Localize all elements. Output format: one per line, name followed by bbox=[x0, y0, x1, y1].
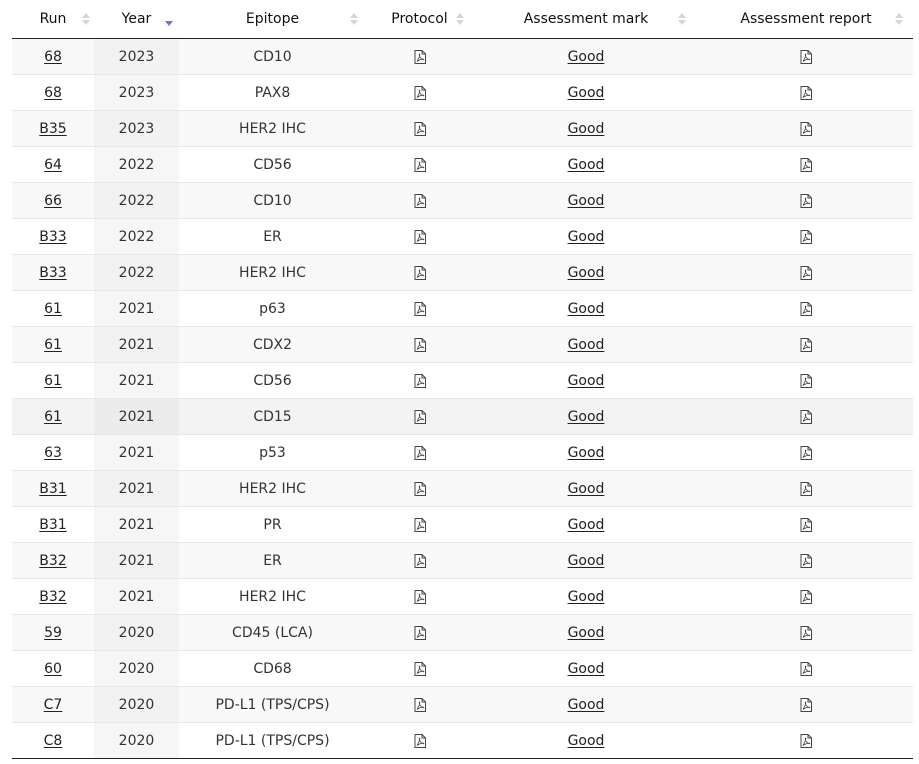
assessment-mark-cell bbox=[473, 255, 699, 291]
protocol-cell bbox=[366, 651, 473, 687]
sort-arrows-icon[interactable] bbox=[349, 11, 359, 27]
pdf-file-icon[interactable] bbox=[800, 302, 812, 316]
assessment-mark-link[interactable]: Good bbox=[567, 732, 605, 749]
run-cell bbox=[12, 183, 94, 219]
run-cell bbox=[12, 75, 94, 111]
epitope-cell: HER2 IHC bbox=[179, 111, 366, 147]
pdf-file-icon[interactable] bbox=[414, 446, 426, 460]
year-cell: 2021 bbox=[94, 327, 179, 363]
column-header-label: Assessment report bbox=[740, 11, 872, 27]
assessment-report-cell bbox=[699, 327, 913, 363]
pdf-file-icon[interactable] bbox=[414, 122, 426, 136]
pdf-file-icon[interactable] bbox=[800, 554, 812, 568]
assessment-mark-link[interactable]: Good bbox=[567, 192, 605, 209]
header-row bbox=[12, 0, 913, 39]
pdf-file-icon[interactable] bbox=[800, 410, 812, 424]
run-link[interactable]: B32 bbox=[39, 588, 67, 605]
column-header-assessment-mark[interactable] bbox=[473, 0, 699, 39]
assessment-mark-link[interactable]: Good bbox=[567, 156, 605, 173]
pdf-file-icon[interactable] bbox=[800, 122, 812, 136]
assessment-mark-cell bbox=[473, 75, 699, 111]
column-header-label: Protocol bbox=[391, 11, 448, 27]
pdf-file-icon[interactable] bbox=[800, 50, 812, 64]
assessment-report-cell bbox=[699, 255, 913, 291]
epitope-cell: ER bbox=[179, 219, 366, 255]
table-body bbox=[12, 39, 913, 759]
run-link[interactable]: 66 bbox=[44, 192, 62, 209]
assessment-mark-cell bbox=[473, 471, 699, 507]
epitope-cell: CD10 bbox=[179, 183, 366, 219]
protocol-cell bbox=[366, 579, 473, 615]
run-link[interactable]: 59 bbox=[44, 624, 62, 641]
run-cell bbox=[12, 147, 94, 183]
assessment-report-cell bbox=[699, 723, 913, 759]
year-cell: 2021 bbox=[94, 579, 179, 615]
run-link[interactable]: 61 bbox=[44, 372, 62, 389]
column-header-year-wrap bbox=[122, 11, 152, 27]
pdf-file-icon[interactable] bbox=[800, 662, 812, 676]
column-header-label: Epitope bbox=[245, 11, 300, 27]
epitope-cell: CDX2 bbox=[179, 327, 366, 363]
pdf-file-icon[interactable] bbox=[414, 230, 426, 244]
pdf-file-icon[interactable] bbox=[414, 374, 426, 388]
year-cell: 2020 bbox=[94, 723, 179, 759]
sort-arrows-icon[interactable] bbox=[677, 11, 687, 27]
run-cell bbox=[12, 651, 94, 687]
table-row bbox=[12, 111, 913, 147]
assessment-mark-cell bbox=[473, 219, 699, 255]
pdf-file-icon[interactable] bbox=[414, 50, 426, 64]
assessment-mark-cell bbox=[473, 543, 699, 579]
year-cell: 2020 bbox=[94, 651, 179, 687]
assessment-report-cell bbox=[699, 651, 913, 687]
pdf-file-icon[interactable] bbox=[414, 734, 426, 748]
run-link[interactable]: B32 bbox=[39, 552, 67, 569]
year-cell: 2021 bbox=[94, 507, 179, 543]
pdf-file-icon[interactable] bbox=[800, 266, 812, 280]
assessment-report-cell bbox=[699, 183, 913, 219]
run-link[interactable]: 60 bbox=[44, 660, 62, 677]
assessment-mark-cell bbox=[473, 579, 699, 615]
table-row bbox=[12, 543, 913, 579]
assessment-report-cell bbox=[699, 579, 913, 615]
run-link[interactable]: B33 bbox=[39, 264, 67, 281]
pdf-file-icon[interactable] bbox=[414, 590, 426, 604]
assessment-mark-link[interactable]: Good bbox=[567, 120, 605, 137]
year-cell: 2023 bbox=[94, 75, 179, 111]
year-cell: 2022 bbox=[94, 219, 179, 255]
assessment-mark-link[interactable]: Good bbox=[567, 588, 605, 605]
pdf-file-icon[interactable] bbox=[800, 374, 812, 388]
run-link[interactable]: B31 bbox=[39, 480, 67, 497]
table-row bbox=[12, 291, 913, 327]
protocol-cell bbox=[366, 507, 473, 543]
column-header-label: Run bbox=[39, 11, 67, 27]
column-header-epitope-wrap bbox=[246, 11, 299, 27]
run-cell bbox=[12, 219, 94, 255]
year-cell: 2021 bbox=[94, 291, 179, 327]
assessment-report-cell bbox=[699, 399, 913, 435]
run-cell bbox=[12, 435, 94, 471]
table-row bbox=[12, 147, 913, 183]
protocol-cell bbox=[366, 399, 473, 435]
protocol-cell bbox=[366, 183, 473, 219]
assessment-report-cell bbox=[699, 147, 913, 183]
run-link[interactable]: 61 bbox=[44, 300, 62, 317]
assessment-report-cell bbox=[699, 39, 913, 75]
assessment-mark-link[interactable]: Good bbox=[567, 336, 605, 353]
run-cell bbox=[12, 579, 94, 615]
assessment-mark-link[interactable]: Good bbox=[567, 444, 605, 461]
assessment-mark-cell bbox=[473, 327, 699, 363]
protocol-cell bbox=[366, 615, 473, 651]
year-cell: 2021 bbox=[94, 435, 179, 471]
pdf-file-icon[interactable] bbox=[800, 194, 812, 208]
pdf-file-icon[interactable] bbox=[414, 698, 426, 712]
assessment-report-cell bbox=[699, 75, 913, 111]
table-row bbox=[12, 687, 913, 723]
assessment-report-cell bbox=[699, 291, 913, 327]
table-row bbox=[12, 723, 913, 759]
pdf-file-icon[interactable] bbox=[800, 86, 812, 100]
run-cell bbox=[12, 363, 94, 399]
table-row bbox=[12, 651, 913, 687]
column-header-run-wrap bbox=[40, 11, 67, 27]
run-link[interactable]: 61 bbox=[44, 336, 62, 353]
protocol-cell bbox=[366, 291, 473, 327]
year-cell: 2021 bbox=[94, 363, 179, 399]
pdf-file-icon[interactable] bbox=[414, 626, 426, 640]
assessment-mark-cell bbox=[473, 723, 699, 759]
pdf-file-icon[interactable] bbox=[800, 158, 812, 172]
column-header-report-wrap bbox=[740, 11, 871, 27]
year-cell: 2020 bbox=[94, 615, 179, 651]
pdf-file-icon[interactable] bbox=[414, 554, 426, 568]
protocol-cell bbox=[366, 723, 473, 759]
table-header bbox=[12, 0, 913, 39]
sort-arrows-icon[interactable] bbox=[81, 11, 91, 27]
epitope-cell: HER2 IHC bbox=[179, 579, 366, 615]
table-row bbox=[12, 507, 913, 543]
pdf-file-icon[interactable] bbox=[800, 230, 812, 244]
column-header-label: Year bbox=[121, 11, 152, 27]
run-link[interactable]: 63 bbox=[44, 444, 62, 461]
pdf-file-icon[interactable] bbox=[414, 302, 426, 316]
year-cell: 2020 bbox=[94, 687, 179, 723]
assessment-mark-link[interactable]: Good bbox=[567, 624, 605, 641]
run-cell bbox=[12, 723, 94, 759]
table-row bbox=[12, 39, 913, 75]
protocol-cell bbox=[366, 111, 473, 147]
epitope-cell: CD68 bbox=[179, 651, 366, 687]
protocol-cell bbox=[366, 327, 473, 363]
assessment-mark-link[interactable]: Good bbox=[567, 300, 605, 317]
run-cell bbox=[12, 39, 94, 75]
pdf-file-icon[interactable] bbox=[414, 194, 426, 208]
pdf-file-icon[interactable] bbox=[414, 266, 426, 280]
epitope-cell: CD56 bbox=[179, 363, 366, 399]
table-row bbox=[12, 435, 913, 471]
epitope-cell: HER2 IHC bbox=[179, 255, 366, 291]
protocol-cell bbox=[366, 471, 473, 507]
assessment-mark-cell bbox=[473, 111, 699, 147]
run-cell bbox=[12, 111, 94, 147]
assessment-mark-cell bbox=[473, 39, 699, 75]
protocol-cell bbox=[366, 147, 473, 183]
assessment-mark-link[interactable]: Good bbox=[567, 408, 605, 425]
assessment-mark-cell bbox=[473, 183, 699, 219]
epitope-cell: PD-L1 (TPS/CPS) bbox=[179, 687, 366, 723]
protocol-cell bbox=[366, 687, 473, 723]
assessment-mark-link[interactable]: Good bbox=[567, 264, 605, 281]
pdf-file-icon[interactable] bbox=[800, 590, 812, 604]
run-cell bbox=[12, 327, 94, 363]
assessment-report-cell bbox=[699, 687, 913, 723]
table-row bbox=[12, 579, 913, 615]
column-header-epitope[interactable] bbox=[179, 0, 366, 39]
pdf-file-icon[interactable] bbox=[414, 86, 426, 100]
column-header-assessment-report[interactable] bbox=[699, 0, 913, 39]
table-row bbox=[12, 219, 913, 255]
table-row bbox=[12, 183, 913, 219]
year-cell: 2022 bbox=[94, 147, 179, 183]
assessment-report-cell bbox=[699, 111, 913, 147]
pdf-file-icon[interactable] bbox=[800, 338, 812, 352]
assessment-mark-cell bbox=[473, 363, 699, 399]
year-cell: 2021 bbox=[94, 399, 179, 435]
protocol-cell bbox=[366, 219, 473, 255]
year-cell: 2022 bbox=[94, 255, 179, 291]
assessment-mark-link[interactable]: Good bbox=[567, 372, 605, 389]
sort-arrows-icon[interactable] bbox=[455, 11, 465, 27]
assessment-mark-cell bbox=[473, 291, 699, 327]
assessment-mark-cell bbox=[473, 507, 699, 543]
run-cell bbox=[12, 615, 94, 651]
pdf-file-icon[interactable] bbox=[800, 734, 812, 748]
protocol-cell bbox=[366, 543, 473, 579]
epitope-cell: CD15 bbox=[179, 399, 366, 435]
table-row bbox=[12, 471, 913, 507]
assessment-mark-link[interactable]: Good bbox=[567, 48, 605, 65]
run-cell bbox=[12, 399, 94, 435]
assessment-report-cell bbox=[699, 363, 913, 399]
assessment-mark-cell bbox=[473, 399, 699, 435]
assessment-mark-link[interactable]: Good bbox=[567, 660, 605, 677]
table-row bbox=[12, 399, 913, 435]
assessment-mark-link[interactable]: Good bbox=[567, 516, 605, 533]
run-cell bbox=[12, 507, 94, 543]
run-cell bbox=[12, 291, 94, 327]
assessment-report-cell bbox=[699, 615, 913, 651]
epitope-cell: p53 bbox=[179, 435, 366, 471]
assessment-report-cell bbox=[699, 471, 913, 507]
epitope-cell: p63 bbox=[179, 291, 366, 327]
column-header-protocol[interactable] bbox=[366, 0, 473, 39]
run-link[interactable]: C8 bbox=[43, 732, 63, 749]
year-cell: 2023 bbox=[94, 111, 179, 147]
sort-arrows-icon[interactable] bbox=[894, 11, 904, 27]
year-cell: 2021 bbox=[94, 471, 179, 507]
run-cell bbox=[12, 687, 94, 723]
assessment-mark-cell bbox=[473, 615, 699, 651]
protocol-cell bbox=[366, 75, 473, 111]
assessment-mark-cell bbox=[473, 435, 699, 471]
epitope-cell: PAX8 bbox=[179, 75, 366, 111]
assessment-report-cell bbox=[699, 435, 913, 471]
run-link[interactable]: 61 bbox=[44, 408, 62, 425]
table-row bbox=[12, 327, 913, 363]
pdf-file-icon[interactable] bbox=[800, 482, 812, 496]
table-row bbox=[12, 255, 913, 291]
year-cell: 2021 bbox=[94, 543, 179, 579]
table-row bbox=[12, 363, 913, 399]
pdf-file-icon[interactable] bbox=[414, 662, 426, 676]
column-header-mark-wrap bbox=[524, 11, 649, 27]
assessment-mark-link[interactable]: Good bbox=[567, 84, 605, 101]
assessment-mark-link[interactable]: Good bbox=[567, 696, 605, 713]
assessment-mark-link[interactable]: Good bbox=[567, 552, 605, 569]
run-link[interactable]: 68 bbox=[44, 48, 62, 65]
run-link[interactable]: B35 bbox=[39, 120, 67, 137]
run-link[interactable]: B31 bbox=[39, 516, 67, 533]
pdf-file-icon[interactable] bbox=[800, 446, 812, 460]
epitope-cell: PR bbox=[179, 507, 366, 543]
pdf-file-icon[interactable] bbox=[414, 410, 426, 424]
protocol-cell bbox=[366, 255, 473, 291]
epitope-cell: HER2 IHC bbox=[179, 471, 366, 507]
sort-desc-icon[interactable] bbox=[164, 11, 174, 27]
pdf-file-icon[interactable] bbox=[800, 698, 812, 712]
results-table bbox=[12, 0, 913, 759]
assessment-report-cell bbox=[699, 543, 913, 579]
pdf-file-icon[interactable] bbox=[800, 626, 812, 640]
run-link[interactable]: B33 bbox=[39, 228, 67, 245]
pdf-file-icon[interactable] bbox=[414, 338, 426, 352]
assessment-mark-link[interactable]: Good bbox=[567, 228, 605, 245]
table-row bbox=[12, 75, 913, 111]
run-cell bbox=[12, 543, 94, 579]
protocol-cell bbox=[366, 39, 473, 75]
protocol-cell bbox=[366, 435, 473, 471]
assessment-report-cell bbox=[699, 507, 913, 543]
assessment-mark-cell bbox=[473, 651, 699, 687]
epitope-cell: PD-L1 (TPS/CPS) bbox=[179, 723, 366, 759]
assessment-mark-cell bbox=[473, 687, 699, 723]
assessment-mark-link[interactable]: Good bbox=[567, 480, 605, 497]
run-cell bbox=[12, 255, 94, 291]
column-header-label: Assessment mark bbox=[523, 11, 649, 27]
column-header-run[interactable] bbox=[12, 0, 94, 39]
pdf-file-icon[interactable] bbox=[414, 158, 426, 172]
epitope-cell: ER bbox=[179, 543, 366, 579]
table-row bbox=[12, 615, 913, 651]
pdf-file-icon[interactable] bbox=[414, 482, 426, 496]
run-cell bbox=[12, 471, 94, 507]
assessment-mark-cell bbox=[473, 147, 699, 183]
pdf-file-icon[interactable] bbox=[414, 518, 426, 532]
column-header-protocol-wrap bbox=[391, 11, 447, 27]
protocol-cell bbox=[366, 363, 473, 399]
epitope-cell: CD45 (LCA) bbox=[179, 615, 366, 651]
run-link[interactable]: 64 bbox=[44, 156, 62, 173]
assessment-report-cell bbox=[699, 219, 913, 255]
column-header-year[interactable] bbox=[94, 0, 179, 39]
pdf-file-icon[interactable] bbox=[800, 518, 812, 532]
epitope-cell: CD56 bbox=[179, 147, 366, 183]
run-link[interactable]: 68 bbox=[44, 84, 62, 101]
run-link[interactable]: C7 bbox=[43, 696, 63, 713]
year-cell: 2022 bbox=[94, 183, 179, 219]
year-cell: 2023 bbox=[94, 39, 179, 75]
epitope-cell: CD10 bbox=[179, 39, 366, 75]
